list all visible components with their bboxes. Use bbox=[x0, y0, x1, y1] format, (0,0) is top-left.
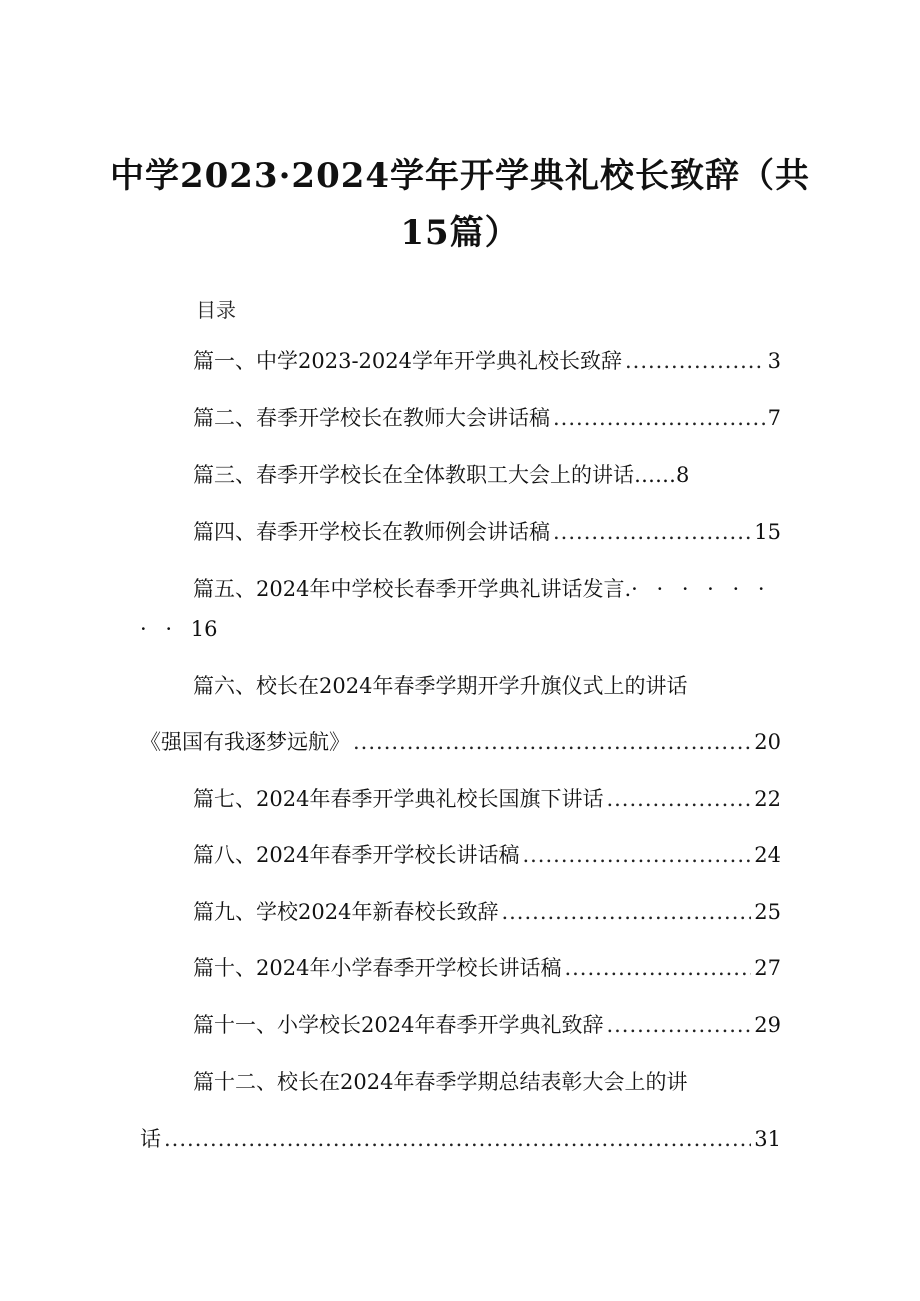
toc-entry[interactable] bbox=[193, 517, 781, 547]
toc-entry-page: 29 bbox=[754, 1013, 781, 1037]
toc-entry-page: 20 bbox=[754, 730, 781, 754]
toc-leader-dots bbox=[606, 1010, 751, 1040]
toc-entry-label: 篇十一、小学校长2024年春季开学典礼致辞 bbox=[193, 1013, 604, 1037]
toc-entry-label: 篇三、春季开学校长在全体教职工大会上的讲话 bbox=[193, 463, 634, 487]
toc-entry[interactable] bbox=[193, 953, 781, 983]
toc-entry-page: 7 bbox=[767, 406, 781, 430]
toc-leader-ellipsis: …… bbox=[634, 463, 676, 487]
toc-entry-label: 篇七、2024年春季开学典礼校长国旗下讲话 bbox=[193, 787, 604, 811]
toc-entry-page: 22 bbox=[754, 787, 781, 811]
toc-entry-label: 篇一、中学2023-2024学年开学典礼校长致辞 bbox=[193, 349, 622, 373]
toc-entry-page: 24 bbox=[754, 843, 781, 867]
toc-leader-dots bbox=[501, 897, 751, 927]
toc-leader-dots bbox=[564, 953, 751, 983]
toc-entry-page: 27 bbox=[754, 956, 781, 980]
toc-entry[interactable] bbox=[193, 897, 781, 927]
toc-entry[interactable] bbox=[193, 346, 781, 376]
toc-entry[interactable] bbox=[193, 671, 687, 701]
toc-entry-page: 8 bbox=[676, 463, 690, 487]
document-title-line-2: 15篇） bbox=[400, 213, 520, 253]
toc-entry-page: 25 bbox=[754, 900, 781, 924]
toc-entry-label: 篇十、2024年小学春季开学校长讲话稿 bbox=[193, 956, 562, 980]
toc-entry-label-continued: 《强国有我逐梦远航》 bbox=[140, 730, 350, 754]
toc-entry-continuation bbox=[140, 1124, 781, 1154]
toc-entry-label-continued: 话 bbox=[140, 1127, 161, 1151]
toc-entry[interactable] bbox=[193, 403, 781, 433]
toc-entry-label: 篇二、春季开学校长在教师大会讲话稿 bbox=[193, 406, 550, 430]
toc-entry[interactable] bbox=[193, 784, 781, 814]
toc-leader-dots bbox=[553, 403, 765, 433]
toc-entry-page: 31 bbox=[754, 1127, 781, 1151]
toc-entry-label: 篇六、校长在2024年春季学期开学升旗仪式上的讲话 bbox=[193, 674, 688, 698]
toc-entry-page: 3 bbox=[767, 349, 781, 373]
toc-entry-label: 篇十二、校长在2024年春季学期总结表彰大会上的讲 bbox=[193, 1070, 688, 1094]
toc-leader-dots bbox=[353, 727, 751, 757]
toc-entry-continuation bbox=[140, 614, 217, 644]
toc-heading: 目录 bbox=[196, 298, 236, 322]
toc-entry-page: 16 bbox=[190, 617, 218, 641]
toc-entry[interactable] bbox=[193, 1010, 781, 1040]
toc-entry[interactable] bbox=[193, 840, 781, 870]
toc-leader-dots bbox=[606, 784, 751, 814]
toc-entry[interactable] bbox=[193, 460, 689, 490]
toc-leader-dots bbox=[625, 346, 765, 376]
toc-entry-label: 篇八、2024年春季开学校长讲话稿 bbox=[193, 843, 520, 867]
toc-entry[interactable] bbox=[193, 574, 771, 604]
toc-leader-dots bbox=[522, 840, 751, 870]
toc-entry[interactable] bbox=[193, 1067, 687, 1097]
toc-leader-dots bbox=[164, 1124, 751, 1154]
toc-leader-dots: · · · · · · bbox=[631, 577, 771, 601]
toc-leader-dots: · · bbox=[140, 617, 191, 641]
toc-entry-label: 篇九、学校2024年新春校长致辞 bbox=[193, 900, 499, 924]
toc-leader-dots bbox=[553, 517, 751, 547]
toc-entry-label: 篇四、春季开学校长在教师例会讲话稿 bbox=[193, 520, 550, 544]
document-title-line-1: 中学2023·2024学年开学典礼校长致辞（共 bbox=[109, 156, 811, 196]
toc-entry-label: 篇五、2024年中学校长春季开学典礼讲话发言. bbox=[193, 577, 632, 601]
toc-entry-continuation bbox=[140, 727, 781, 757]
toc-entry-page: 15 bbox=[754, 520, 781, 544]
